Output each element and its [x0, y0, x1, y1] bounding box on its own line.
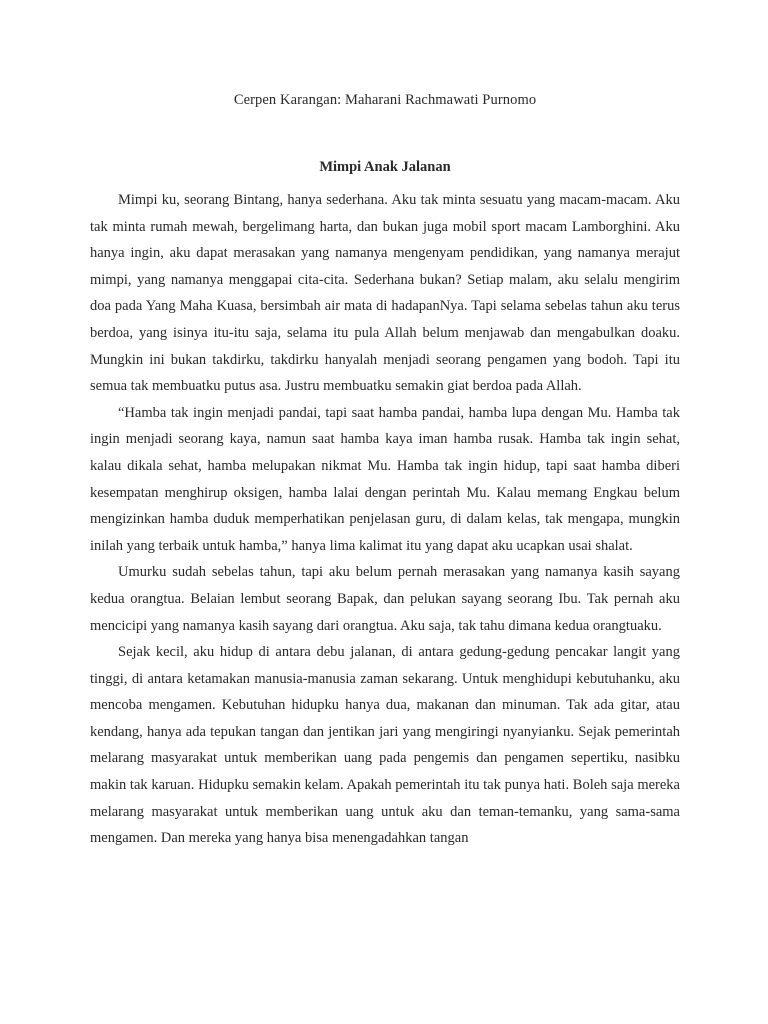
paragraph: Sejak kecil, aku hidup di antara debu jalanan, di antara gedung-gedung pencakar langit yang tinggi, di antara ketamakan manusia-manusia zaman sekarang. Untuk menghidupi kebutuhanku, aku mencoba mengamen. Kebutuhan hidupku hanya dua, makanan dan minuman. Tak ada gitar, atau kendang, hanya ada tepukan tangan dan jentikan jari yang mengiringi nyanyianku. Sejak pemerintah melarang masyarakat untuk memberikan uang pada pengemis dan pengamen sepertiku, nasibku makin tak karuan. Hidupku semakin kelam. Apakah pemerintah itu tak punya hati. Boleh saja mereka melarang masyarakat untuk memberikan uang untuk aku dan teman-temanku, yang sama-sama mengamen. Dan mereka yang hanya bisa menengadahkan tangan	[90, 644, 680, 847]
story-body	[90, 187, 680, 852]
paragraph: Umurku sudah sebelas tahun, tapi aku belum pernah merasakan yang namanya kasih sayang kedua orangtua. Belaian lembut seorang Bapak, dan pelukan sayang seorang Ibu. Tak pernah aku mencicipi yang namanya kasih sayang dari orangtua. Aku saja, tak tahu dimana kedua orangtuaku.	[90, 564, 680, 634]
paragraph: Mimpi ku, seorang Bintang, hanya sederhana. Aku tak minta sesuatu yang macam-macam. Aku tak minta rumah mewah, bergelimang harta, dan bukan juga mobil sport macam Lamborghini. Aku hanya ingin, aku dapat merasakan yang namanya mengenyam pendidikan, yang namanya merajut mimpi, yang namanya menggapai cita-cita. Sederhana bukan? Setiap malam, aku selalu mengirim doa pada Yang Maha Kuasa, bersimbah air mata di hadapanNya. Tapi selama sebelas tahun aku terus berdoa, yang isinya itu-itu saja, selama itu pula Allah belum menjawab dan mengabulkan doaku. Mungkin ini bukan takdirku, takdirku hanyalah menjadi seorang pengamen yang bodoh. Tapi itu semua tak membuatku putus asa. Justru membuatku semakin giat berdoa pada Allah.	[90, 192, 680, 395]
story-title: Mimpi Anak Jalanan	[319, 159, 451, 175]
paragraph: “Hamba tak ingin menjadi pandai, tapi saat hamba pandai, hamba lupa dengan Mu. Hamba tak ingin menjadi seorang kaya, namun saat hamba kaya iman hamba rusak. Hamba tak ingin sehat, kalau dikala sehat, hamba melupakan nikmat Mu. Hamba tak ingin hidup, tapi saat hamba diberi kesempatan menghirup oksigen, hamba lalai dengan perintah Mu. Kalau memang Engkau belum mengizinkan hamba duduk memperhatikan penjelasan guru, di dalam kelas, tak mengapa, mungkin inilah yang terbaik untuk hamba,” hanya lima kalimat itu yang dapat aku ucapkan usai shalat.	[90, 404, 680, 554]
author-line: Cerpen Karangan: Maharani Rachmawati Purnomo	[233, 92, 537, 108]
document-page	[90, 0, 680, 1024]
